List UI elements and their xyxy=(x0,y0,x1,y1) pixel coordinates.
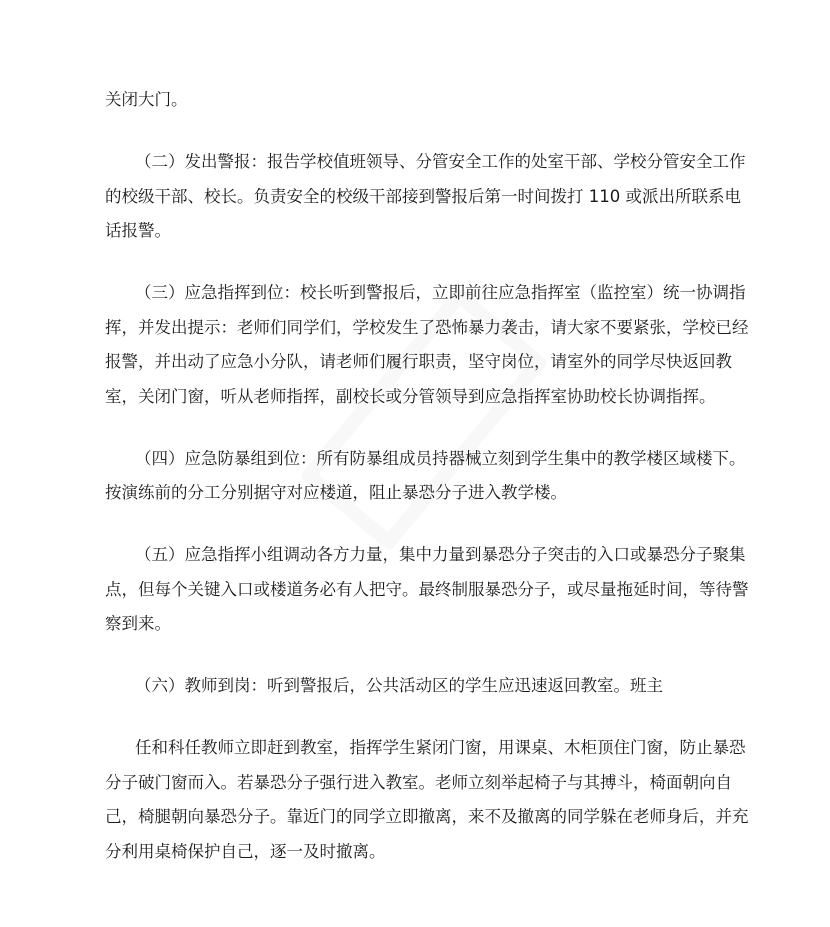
text-line: 分利用桌椅保护自己，逐一及时撤离。 xyxy=(105,841,386,861)
text-line: 关闭大门。 xyxy=(105,90,188,109)
text-line: （三）应急指挥到位：校长听到警报后，立即前往应急指挥室（监控室）统一协调指 xyxy=(135,283,746,302)
text-line: 的校级干部、校长。负责安全的校级干部接到警报后第一时间拨打 110 或派出所联系电 xyxy=(105,186,741,206)
text-line: 任和科任教师立即赶到教室，指挥学生紧闭门窗，用课桌、木柜顶住门窗，防止暴恐 xyxy=(135,738,746,757)
text-line: （六）教师到岗：听到警报后，公共活动区的学生应迅速返回教室。班主 xyxy=(135,676,663,695)
paragraph xyxy=(105,281,749,419)
text-line: 室，关闭门窗，听从老师指挥，副校长或分管领导到应急指挥室协助校长协调指挥。 xyxy=(105,386,716,406)
text-line: 话报警。 xyxy=(105,221,171,240)
text-line: 报警，并出动了应急小分队，请老师们履行职责，坚守岗位，请室外的同学尽快返回教 xyxy=(105,352,732,371)
text-line: （二）发出警报：报告学校值班领导、分管安全工作的处室干部、学校分管安全工作 xyxy=(135,152,746,171)
text-line: 点，但每个关键入口或楼道务必有人把守。最终制服暴恐分子，或尽量拖延时间，等待警 xyxy=(105,579,749,599)
text-line: 察到来。 xyxy=(105,614,171,633)
text-line: 挥，并发出提示：老师们同学们，学校发生了恐怖暴力袭击，请大家不要紧张，学校已经 xyxy=(105,317,749,337)
text-line: 分子破门窗而入。若暴恐分子强行进入教室。老师立刻举起椅子与其搏斗，椅面朝向自 xyxy=(105,772,732,792)
paragraph xyxy=(105,150,746,254)
text-line: （四）应急防暴组到位：所有防暴组成员持器械立刻到学生集中的教学楼区域楼下。 xyxy=(135,448,746,468)
text-line: 按演练前的分工分别据守对应楼道，阻止暴恐分子进入教学楼。 xyxy=(105,483,567,502)
paragraph xyxy=(105,88,725,123)
text-line: 己，椅腿朝向暴恐分子。靠近门的同学立即撤离，来不及撤离的同学躲在老师身后，并充 xyxy=(105,807,749,826)
paragraph xyxy=(105,736,749,874)
text-line: （五）应急指挥小组调动各方力量，集中力量到暴恐分子突击的入口或暴恐分子聚集 xyxy=(135,545,746,564)
paragraph xyxy=(105,543,749,647)
paragraph xyxy=(105,447,746,516)
paragraph xyxy=(105,674,725,709)
document-body xyxy=(105,88,749,902)
